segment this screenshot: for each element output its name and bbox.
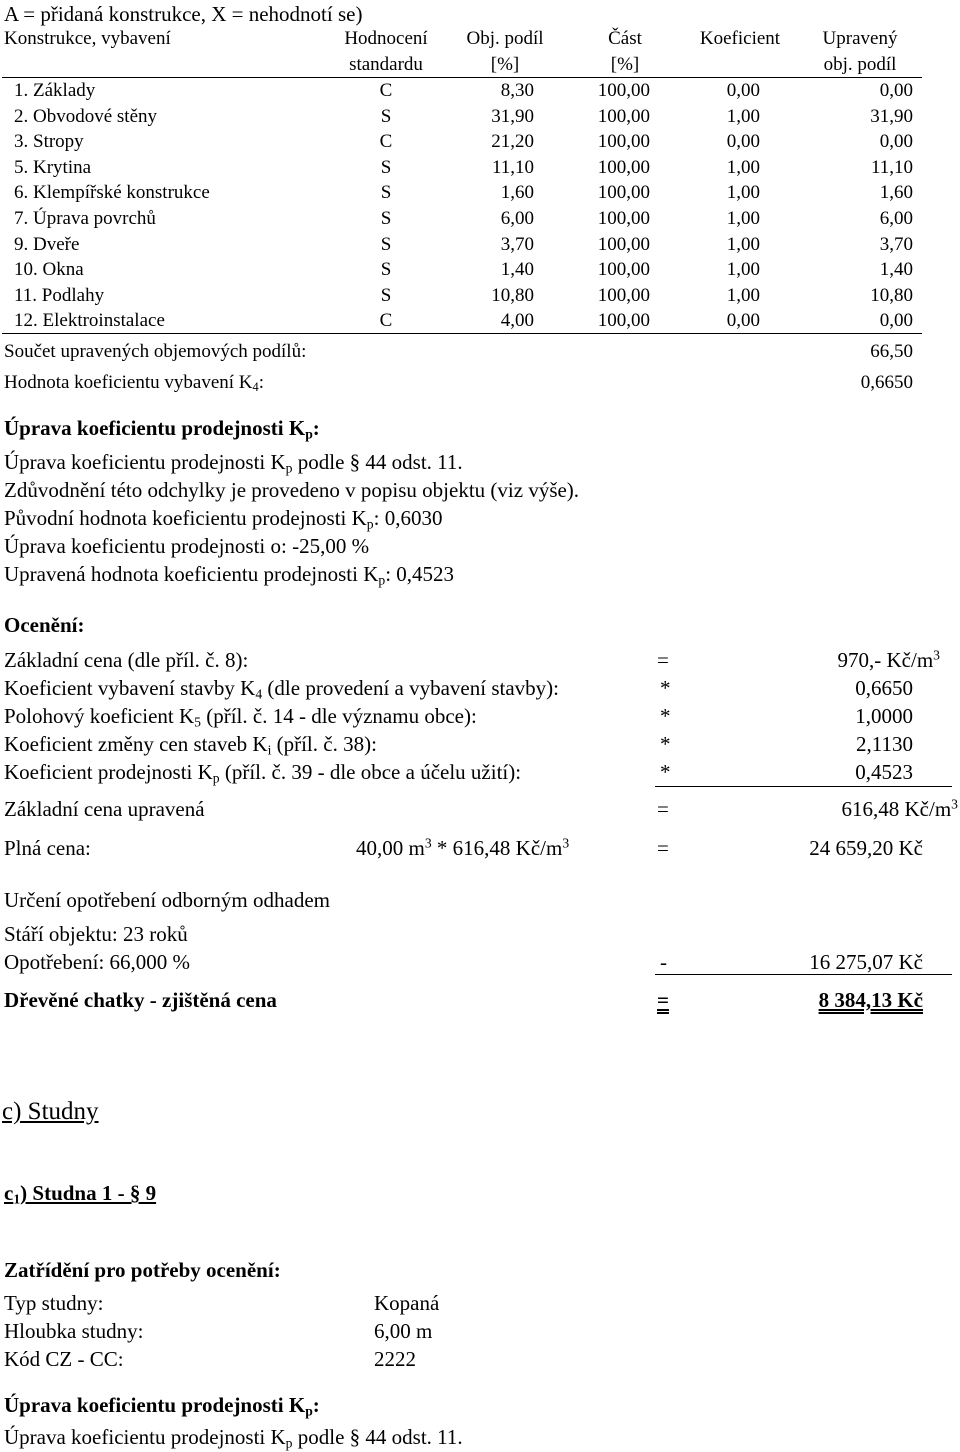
cell-share: 4,00 — [500, 310, 534, 332]
cell-name: 12. Elektroinstalace — [14, 310, 165, 332]
legend-line: A = přidaná konstrukce, X = nehodnotí se) — [4, 2, 363, 26]
table-row — [0, 80, 960, 105]
wear-rule — [655, 974, 952, 975]
cell-rating: S — [380, 105, 392, 127]
cell-coef: 1,00 — [726, 233, 760, 255]
kp-line-1: Úprava koeficientu prodejnosti $K_p$ podle § 44 odst. 11. — [4, 450, 463, 476]
result-value: 8 384,13 Kč — [818, 988, 923, 1012]
cell-share: 21,20 — [491, 131, 534, 153]
valuation-heading: Ocenění: — [4, 613, 85, 637]
header-rating-2: standardu — [349, 54, 423, 75]
cell-adjusted: 1,40 — [879, 259, 913, 281]
kp-line-4: Úprava koeficientu prodejnosti o: -25,00 % — [4, 534, 370, 558]
result-op: = — [657, 988, 669, 1012]
cell-coef: 1,00 — [726, 284, 760, 306]
kp-coef-label: Koeficient prodejnosti $K_p$ (příl. č. 39 - dle obce a účelu užití): — [4, 760, 522, 786]
k5-coef-value: 1,0000 — [855, 704, 913, 728]
well-depth-value: 6,00 m — [374, 1319, 433, 1343]
wear-label: Opotřebení: 66,000 % — [4, 950, 191, 974]
well-code-label: Kód CZ - CC: — [4, 1347, 124, 1371]
cell-share: 1,60 — [500, 182, 534, 204]
cell-share: 8,30 — [500, 80, 534, 101]
table-row — [0, 182, 960, 207]
cell-coef: 1,00 — [726, 156, 760, 178]
cell-share: 1,40 — [500, 259, 534, 281]
full-price-label: Plná cena: — [4, 836, 91, 860]
cell-part: 100,00 — [597, 105, 650, 127]
cell-rating: S — [380, 182, 392, 204]
base-price-value: 970,- $Kč/m^3$ — [837, 647, 940, 672]
cell-share: 6,00 — [500, 208, 534, 229]
cell-adjusted: 31,90 — [870, 105, 913, 127]
result-label: Dřevěné chatky - zjištěná cena — [4, 988, 277, 1012]
table-row — [0, 106, 960, 131]
kp-coef-op: * — [660, 760, 671, 784]
header-part-2: [%] — [610, 54, 640, 75]
cell-adjusted: 11,10 — [870, 156, 913, 178]
ki-coef-op: * — [660, 732, 671, 756]
well-subtitle: $c_1$) Studna 1 - § 9 — [4, 1181, 157, 1207]
full-price-op: = — [657, 836, 669, 860]
cell-adjusted: 3,70 — [879, 233, 913, 255]
well-code-value: 2222 — [374, 1347, 416, 1371]
sum-value: 66,50 — [870, 341, 913, 362]
cell-rating: S — [380, 284, 392, 306]
header-adjusted: Upravený — [822, 28, 898, 49]
cell-adjusted: 6,00 — [879, 208, 913, 229]
cell-part: 100,00 — [597, 80, 650, 101]
table-row — [0, 259, 960, 284]
classification-heading: Zatřídění pro potřeby ocenění: — [4, 1258, 281, 1282]
wear-op: - — [660, 950, 667, 974]
table-bottom-rule — [2, 333, 922, 334]
wear-heading: Určení opotřebení odborným odhadem — [4, 888, 330, 912]
full-price-value: 24 659,20 Kč — [809, 836, 923, 860]
well-kp-heading: Úprava koeficientu prodejnosti $K_p$: — [4, 1393, 320, 1419]
cell-coef: 0,00 — [726, 310, 760, 332]
cell-adjusted: 10,80 — [870, 284, 913, 306]
well-depth-label: Hloubka studny: — [4, 1319, 144, 1343]
k4-value: 0,6650 — [860, 372, 913, 393]
k5-coef-op: * — [660, 704, 671, 728]
k5-coef-label: Polohový koeficient $K_5$ (příl. č. 14 - dle významu obce): — [4, 704, 477, 730]
cell-name: 5. Krytina — [14, 156, 92, 178]
cell-part: 100,00 — [597, 284, 650, 306]
cell-coef: 1,00 — [726, 105, 760, 127]
header-share: Obj. podíl — [466, 28, 544, 49]
cell-name: 11. Podlahy — [14, 284, 105, 306]
cell-rating: S — [380, 233, 392, 255]
k4-coef-label: Koeficient vybavení stavby $K_4$ (dle provedení a vybavení stavby): — [4, 676, 559, 702]
cell-share: 10,80 — [491, 284, 534, 306]
cell-part: 100,00 — [597, 182, 650, 204]
cell-rating: C — [379, 310, 393, 332]
kp-coef-value: 0,4523 — [855, 760, 913, 784]
cell-rating: C — [379, 131, 393, 153]
header-rule — [2, 77, 922, 78]
header-rating: Hodnocení — [344, 28, 428, 49]
cell-part: 100,00 — [597, 131, 650, 153]
age-line: Stáří objektu: 23 roků — [4, 922, 188, 946]
well-type-value: Kopaná — [374, 1291, 440, 1315]
table-row — [0, 157, 960, 182]
kp-line-3: Původní hodnota koeficientu prodejnosti $K_p$: 0,6030 — [4, 506, 443, 532]
kp-heading: Úprava koeficientu prodejnosti $K_p$: — [4, 416, 320, 442]
cell-name: 6. Klempířské konstrukce — [14, 182, 210, 204]
cell-part: 100,00 — [597, 259, 650, 281]
cell-name: 7. Úprava povrchů — [14, 208, 156, 229]
full-price-calc: 40,00 $m^3 * 616,48$ $Kč/m^3$ — [356, 835, 570, 860]
header-adjusted-2: obj. podíl — [823, 54, 897, 75]
cell-name: 10. Okna — [14, 259, 84, 281]
cell-adjusted: 0,00 — [879, 80, 913, 101]
ki-coef-label: Koeficient změny cen staveb $K_i$ (příl. č. 38): — [4, 732, 377, 758]
cell-part: 100,00 — [597, 310, 650, 332]
table-row — [0, 285, 960, 310]
wear-value: 16 275,07 Kč — [809, 950, 923, 974]
cell-part: 100,00 — [597, 233, 650, 255]
cell-share: 31,90 — [491, 105, 534, 127]
cell-adjusted: 0,00 — [879, 310, 913, 332]
cell-coef: 0,00 — [726, 131, 760, 153]
kp-line-2: Zdůvodnění této odchylky je provedeno v popisu objektu (viz výše). — [4, 478, 580, 502]
adjusted-price-value: 616,48 $Kč/m^3$ — [841, 796, 958, 821]
cell-adjusted: 1,60 — [879, 182, 913, 204]
cell-coef: 1,00 — [726, 208, 760, 229]
cell-coef: 1,00 — [726, 182, 760, 204]
cell-name: 1. Základy — [14, 80, 96, 101]
cell-coef: 1,00 — [726, 259, 760, 281]
k4-coef-op: * — [660, 676, 671, 700]
well-type-label: Typ studny: — [4, 1291, 104, 1315]
sum-label: Součet upravených objemových podílů: — [4, 341, 307, 362]
cell-rating: S — [380, 156, 392, 178]
ki-coef-value: 2,1130 — [856, 732, 913, 756]
table-row — [0, 234, 960, 259]
cell-name: 2. Obvodové stěny — [14, 105, 158, 127]
header-construction: Konstrukce, vybavení — [4, 28, 171, 49]
header-share-2: [%] — [490, 54, 520, 75]
table-row — [0, 310, 960, 335]
cell-rating: C — [379, 80, 393, 101]
cell-share: 11,10 — [491, 156, 534, 178]
cell-share: 3,70 — [500, 233, 534, 255]
header-part: Část — [608, 28, 642, 49]
coef-rule — [655, 786, 952, 787]
k4-label: Hodnota koeficientu vybavení $K_4$: — [4, 372, 264, 395]
wells-section-title: c) Studny — [2, 1098, 99, 1125]
adjusted-price-label: Základní cena upravená — [4, 797, 205, 821]
k4-coef-value: 0,6650 — [855, 676, 913, 700]
kp-line-5: Upravená hodnota koeficientu prodejnosti $K_p$: 0,4523 — [4, 562, 455, 588]
cell-rating: S — [380, 259, 392, 281]
well-kp-line: Úprava koeficientu prodejnosti $K_p$ podle § 44 odst. 11. — [4, 1425, 463, 1451]
cell-adjusted: 0,00 — [879, 131, 913, 153]
cell-rating: S — [380, 208, 392, 229]
base-price-op: = — [657, 648, 669, 672]
cell-name: 3. Stropy — [14, 131, 84, 153]
cell-coef: 0,00 — [726, 80, 760, 101]
cell-part: 100,00 — [597, 156, 650, 178]
base-price-label: Základní cena (dle příl. č. 8): — [4, 648, 249, 672]
adjusted-price-op: = — [657, 797, 669, 821]
table-row — [0, 131, 960, 156]
header-coef: Koeficient — [699, 28, 781, 49]
cell-name: 9. Dveře — [14, 233, 80, 255]
cell-part: 100,00 — [597, 208, 650, 229]
table-row — [0, 208, 960, 233]
